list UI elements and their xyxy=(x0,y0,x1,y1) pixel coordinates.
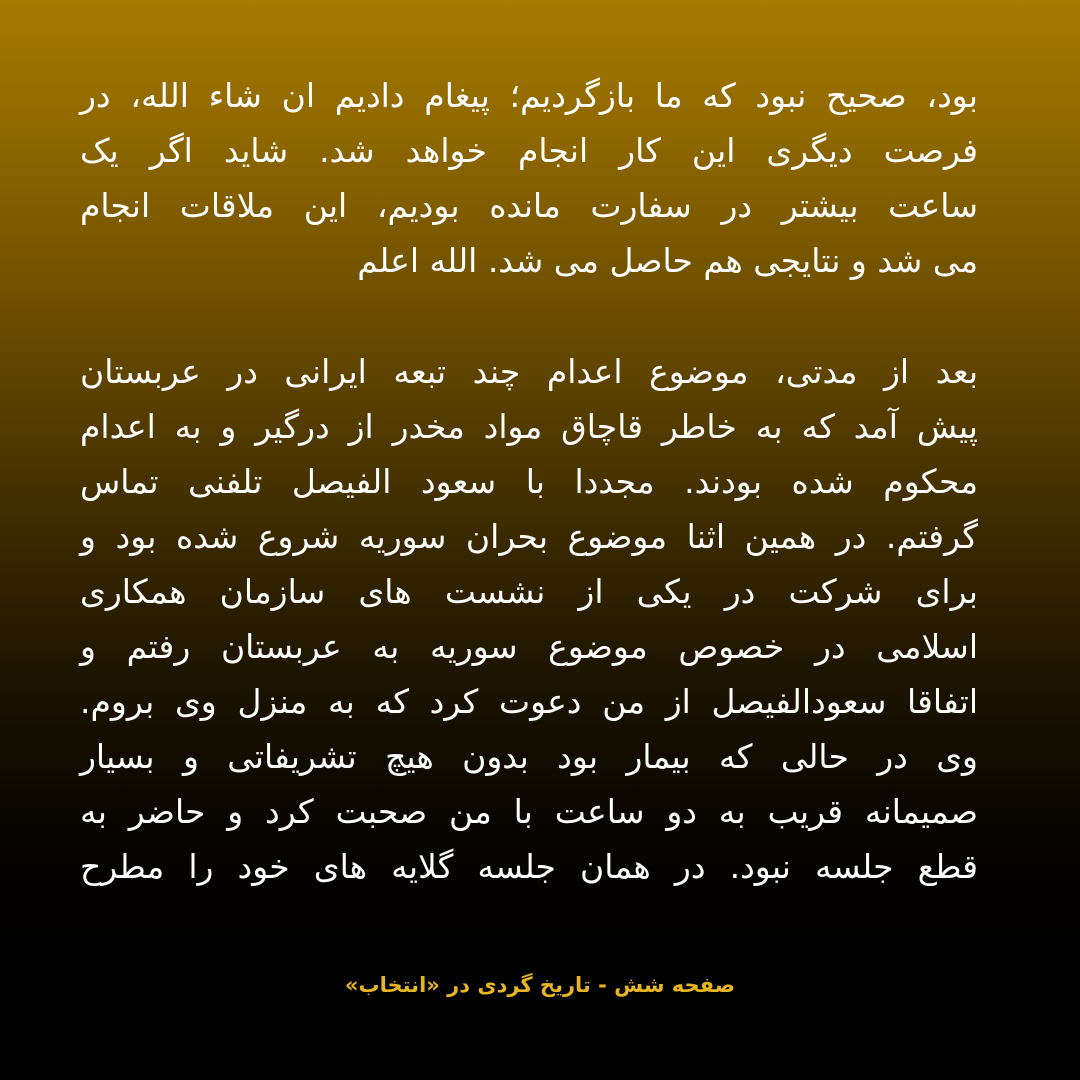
text-line: قطع جلسه نبود. در همان جلسه گلایه های خود را مطرح xyxy=(80,847,978,886)
page-footer-caption: صفحه شش - تاریخ گردی در «انتخاب» xyxy=(344,973,736,997)
text-line: گرفتم. در همین اثنا موضوع بحران سوریه شروع شده بود و xyxy=(80,517,978,556)
text-line: صمیمانه قریب به دو ساعت با من صحبت کرد و حاضر به xyxy=(80,792,978,831)
text-line: بود، صحیح نبود که ما بازگردیم؛ پیغام دادیم ان شاء الله، در xyxy=(80,76,978,115)
text-line: وی در حالی که بیمار بود بدون هیچ تشریفاتی و بسیار xyxy=(80,737,978,776)
text-line: ساعت بیشتر در سفارت مانده بودیم، این ملاقات انجام xyxy=(80,186,978,225)
paragraph-spacer xyxy=(80,288,978,344)
text-line: اتفاقا سعودالفیصل از من دعوت کرد که به منزل وی بروم. xyxy=(80,682,978,721)
article-body xyxy=(80,68,978,894)
text-line: پیش آمد که به خاطر قاچاق مواد مخدر از درگیر و به اعدام xyxy=(80,407,978,446)
paragraph-2 xyxy=(80,344,978,894)
text-line: محکوم شده بودند. مجددا با سعود الفیصل تلفنی تماس xyxy=(80,462,978,501)
paragraph-1 xyxy=(80,68,978,288)
text-line: اسلامی در خصوص موضوع سوریه به عربستان رفتم و xyxy=(80,627,978,666)
text-line: می شد و نتایجی هم حاصل می شد. الله اعلم xyxy=(357,241,978,280)
text-line: فرصت دیگری این کار انجام خواهد شد. شاید اگر یک xyxy=(80,131,978,170)
text-line: بعد از مدتی، موضوع اعدام چند تبعه ایرانی در عربستان xyxy=(80,352,978,391)
text-line: برای شرکت در یکی از نشست های سازمان همکاری xyxy=(80,572,978,611)
